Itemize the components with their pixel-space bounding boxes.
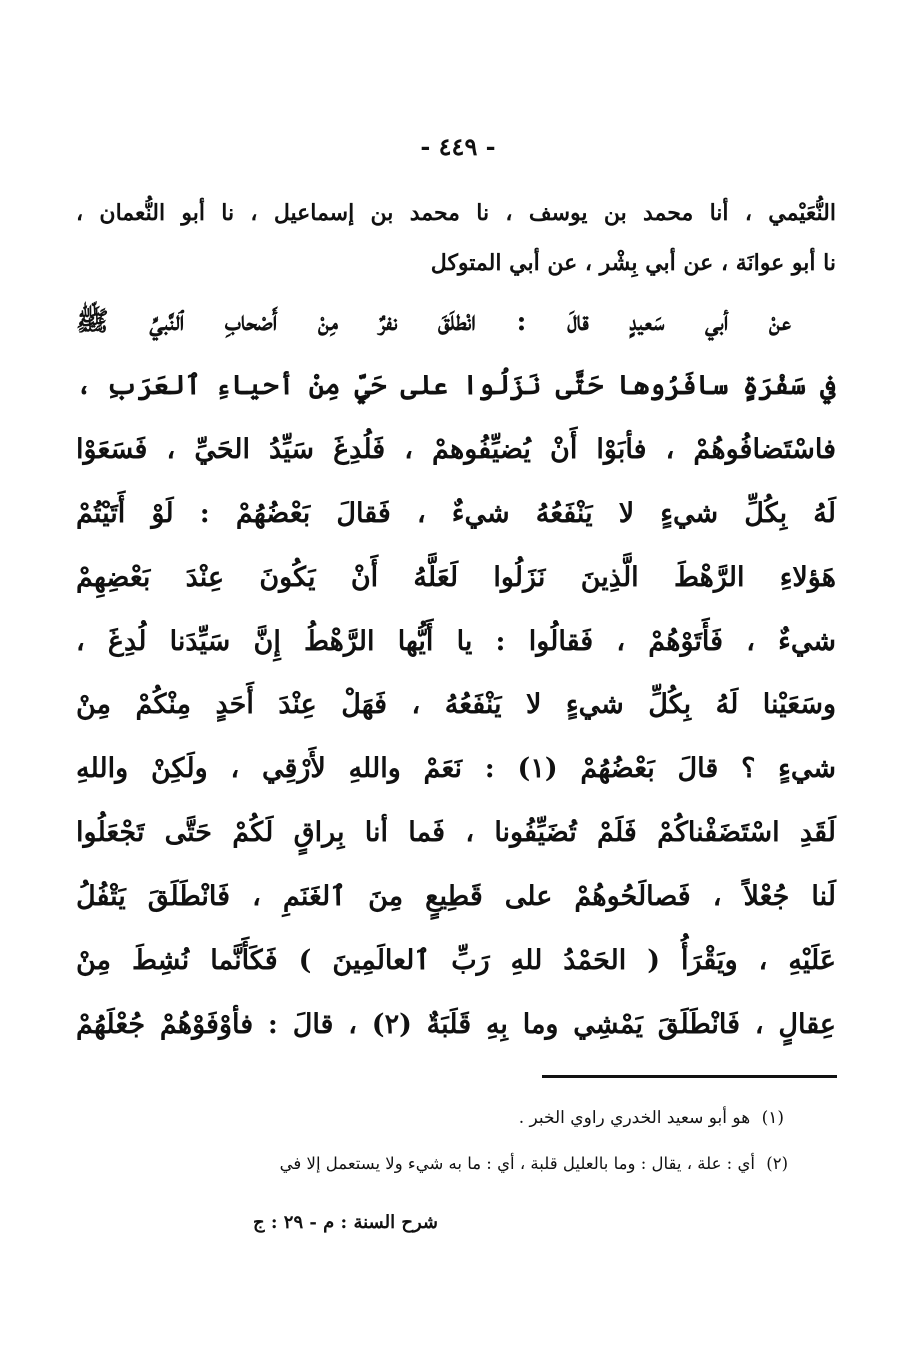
footnote	[280, 1154, 788, 1173]
hadith-line: وسَعَيْنا لَهُ بِكُلِّ شيءٍ لا يَنْفَعُهُ ، فَهَلْ عِنْدَ أَحَدٍ مِنْكُمْ مِنْ	[76, 689, 836, 721]
footnote-text: أي : علة ، يقال : وما بالعليل قلبة ، أي : ما به شيء ولا يستعمل إلا في	[279, 1154, 755, 1173]
footnote	[519, 1108, 784, 1128]
hadith-line: شيءٌ ، فَأَتَوْهُمْ ، فَقالُوا : يا أَيُّها الرَّهْطُ إِنَّ سَيِّدَنا لُدِغَ ،	[76, 625, 836, 657]
isnad-line: نا أبو عوانَة ، عن أبي بِشْر ، عن أبي المتوكل	[430, 250, 836, 276]
hadith-line: في سَفْرَةٍ سافَرُوها حَتَّى نَزَلُوا على حَيٍّ مِنْ أحياءِ ٱلعَرَبِ ،	[76, 369, 836, 401]
page-number: - ٤٤٩ -	[420, 132, 496, 161]
footnote-text: هو أبو سعيد الخدري راوي الخبر .	[518, 1108, 751, 1128]
hadith-line: عِقالٍ ، فَانْطَلَقَ يَمْشِي وما بِهِ قَلَبَةٌ (٢) ، قالَ : فأوْفَوْهُمْ جُعْلَهُمْ	[76, 1008, 836, 1040]
hadith-text	[76, 290, 836, 1057]
printer-signature: شرح السنة : م - ٢٩ : ج	[253, 1212, 438, 1233]
hadith-line: فاسْتَضافُوهُمْ ، فأبَوْا أَنْ يُضيِّفُوهمْ ، فَلُدِغَ سَيِّدُ الحَيِّ ، فَسَعَوْا	[76, 433, 836, 465]
isnad-chain	[76, 188, 836, 288]
hadith-line: شيءٍ ؟ قالَ بَعْضُهُمْ (١) : نَعَمْ واللهِ لأَرْقِي ، ولَكِنْ واللهِ	[76, 753, 836, 785]
hadith-line: هَؤلاءِ الرَّهْطَ الَّذِينَ نَزَلُوا لَعَلَّهُ أَنْ يَكُونَ عِنْدَ بَعْضِهِمْ	[76, 561, 836, 593]
footnote-divider	[542, 1075, 837, 1078]
hadith-line: عَلَيْهِ ، ويَقْرَأُ ( الحَمْدُ للهِ رَبِّ ٱلعالَمِينَ ) فَكَأَنَّما نُشِطَ مِنْ	[76, 945, 836, 977]
isnad-line: النُّعَيْمي ، أنا محمد بن يوسف ، نا محمد بن إسماعيل ، نا أبو النُّعمان ،	[76, 200, 836, 226]
hadith-line: لَقَدِ اسْتَضَفْناكُمْ فَلَمْ تُضَيِّفُونا ، فَما أنا بِراقٍ لَكُمْ حَتَّى تَجْعَلُوا	[76, 817, 836, 849]
footnote-marker: (٢)	[766, 1154, 788, 1173]
footnote-marker: (١)	[761, 1108, 784, 1128]
hadith-line: لَهُ بِكُلِّ شيءٍ لا يَنْفَعُهُ شيءٌ ، فَقالَ بَعْضُهُمْ : لَوْ أَتَيْتُمْ	[76, 497, 836, 529]
hadith-line: لَنا جُعْلاً ، فَصالَحُوهُمْ على قَطِيعٍ مِنَ ٱلغَنَمِ ، فَانْطَلَقَ يَتْفُلُ	[76, 881, 836, 913]
hadith-line: عنْ أبي سَعيدٍ قالَ : انْطلَقَ نفرٌ مِنْ أَصْحابِ ٱلنَّبيِّ ﷺ	[76, 306, 791, 337]
